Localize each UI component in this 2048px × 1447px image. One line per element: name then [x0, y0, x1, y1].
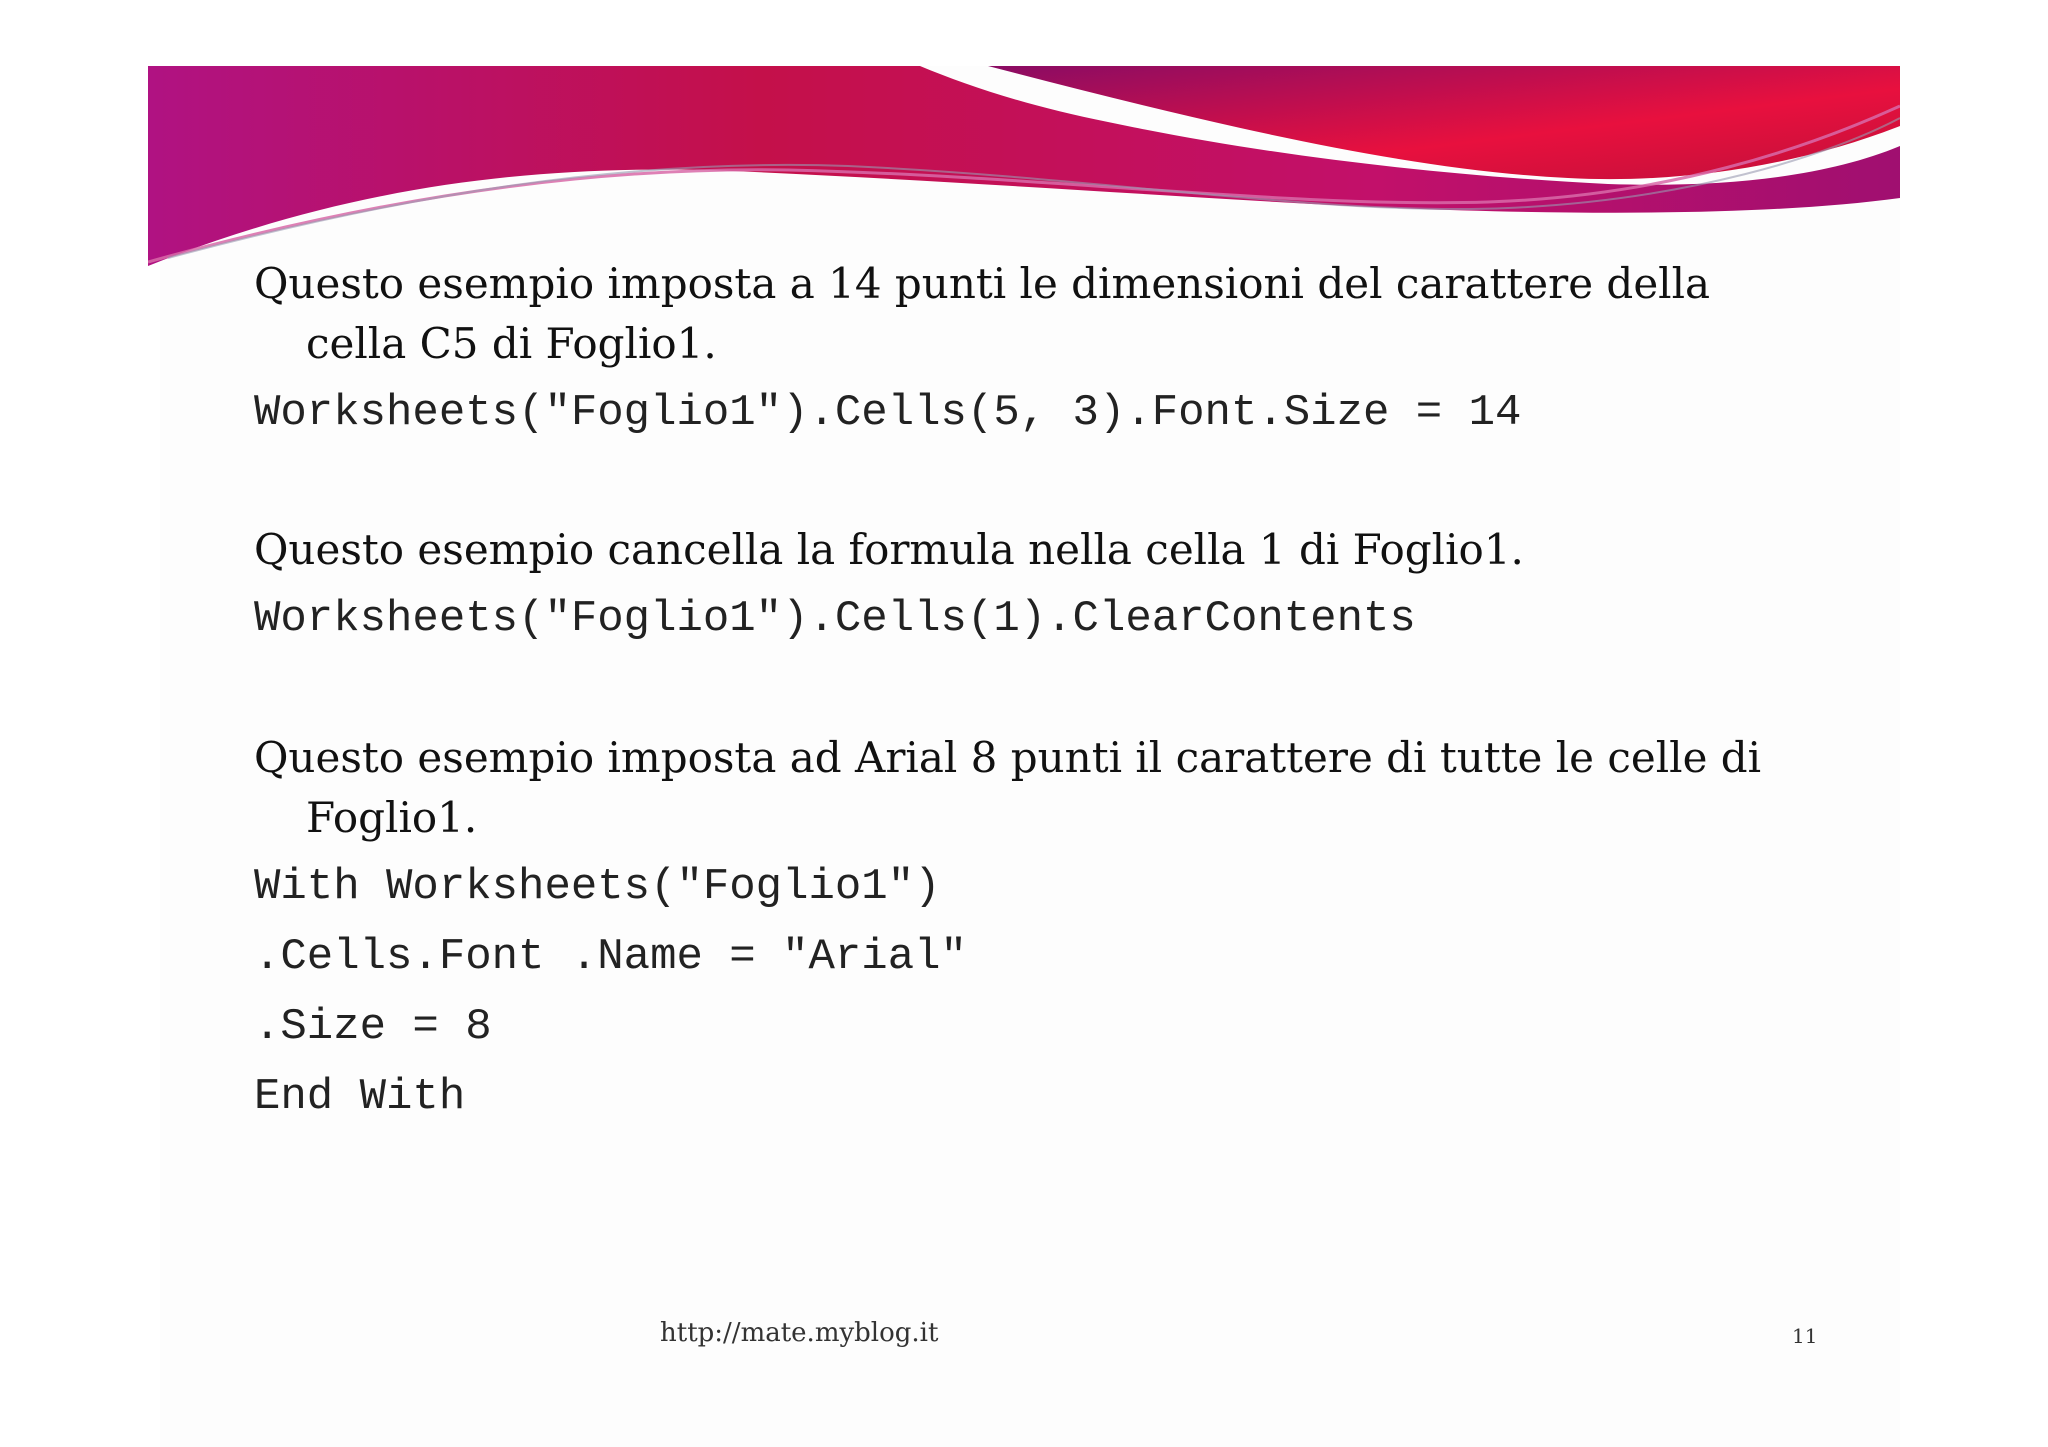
- code-line: Worksheets("Foglio1").Cells(1).ClearContents: [254, 594, 1416, 644]
- example-description: Questo esempio imposta a 14 punti le dimensioni del carattere della cella C5 di Foglio1.: [254, 259, 1711, 368]
- page-number: 11: [1792, 1324, 1818, 1348]
- code-line: End With: [254, 1072, 466, 1122]
- example-block-font-size: [254, 254, 1814, 448]
- example-block-clear-contents: [254, 520, 1814, 654]
- slide-content: [254, 254, 1814, 1132]
- code-line: Worksheets("Foglio1").Cells(5, 3).Font.Size = 14: [254, 388, 1522, 438]
- code-line: .Cells.Font .Name = "Arial": [254, 932, 967, 982]
- example-description: Questo esempio imposta ad Arial 8 punti il carattere di tutte le celle di Foglio1.: [254, 733, 1762, 842]
- code-listing: [254, 852, 1814, 1132]
- example-block-with-font: [254, 728, 1814, 1132]
- code-line: With Worksheets("Foglio1"): [254, 862, 941, 912]
- decorative-wave-banner: [148, 66, 1900, 276]
- footer-url: http://mate.myblog.it: [660, 1318, 939, 1348]
- example-description: Questo esempio cancella la formula nella cella 1 di Foglio1.: [254, 525, 1524, 574]
- code-line: .Size = 8: [254, 1002, 492, 1052]
